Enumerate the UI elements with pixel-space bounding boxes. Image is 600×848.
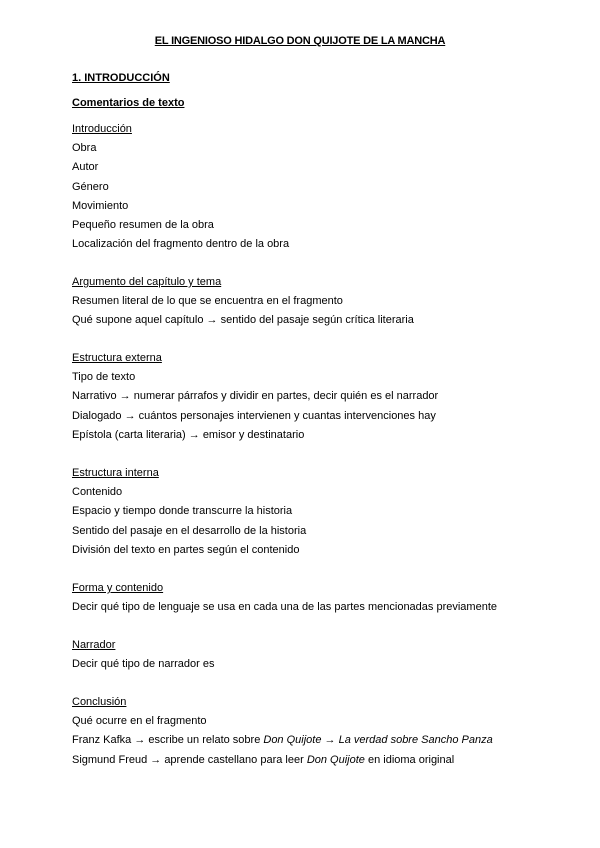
list-item: Dialogado → cuántos personajes intervienen y cuantas intervenciones hay (72, 409, 436, 422)
list-item: Qué supone aquel capítulo → sentido del pasaje según crítica literaria (72, 314, 414, 327)
section-title: Introducción (72, 123, 132, 135)
section-narrador (72, 636, 572, 674)
kafka-arrow: → (321, 734, 339, 747)
list-item: Localización del fragmento dentro de la obra (72, 238, 290, 251)
freud-work-title: Don Quijote (306, 753, 365, 766)
list-item: Epístola (carta literaria) → emisor y destinatario (72, 428, 305, 441)
list-item: Resumen literal de lo que se encuentra en el fragmento (72, 295, 343, 308)
section-title: Estructura externa (72, 352, 162, 364)
list-item: Narrativo → numerar párrafos y dividir en partes, decir quién es el narrador (72, 390, 439, 403)
list-item: Espacio y tiempo donde transcurre la historia (72, 505, 293, 518)
list-item: Decir qué tipo de lenguaje se usa en cada una de las partes mencionadas previamente (72, 601, 497, 614)
section-conclusion (72, 693, 572, 770)
section-estructura-externa (72, 349, 572, 445)
kafka-story-title: La verdad sobre Sancho Panza (338, 734, 493, 747)
subheading-comentarios: Comentarios de texto (72, 97, 185, 109)
list-item: Obra (72, 142, 97, 155)
section-title: Narrador (72, 639, 116, 651)
list-item: Movimiento (72, 199, 129, 212)
list-item: Tipo de texto (72, 371, 136, 384)
list-item: Contenido (72, 486, 123, 499)
section-title: Conclusión (72, 696, 127, 708)
freud-prefix: Sigmund Freud → aprende castellano para leer (72, 753, 307, 766)
list-item: Pequeño resumen de la obra (72, 218, 214, 231)
list-item: Autor (72, 161, 99, 174)
list-item-kafka (72, 731, 572, 750)
list-item: Sentido del pasaje en el desarrollo de la historia (72, 524, 307, 537)
list-item: Género (72, 180, 109, 193)
freud-suffix: en idioma original (364, 753, 455, 766)
document-title: EL INGENIOSO HIDALGO DON QUIJOTE DE LA MANCHA (154, 35, 446, 47)
list-item: Qué ocurre en el fragmento (72, 715, 207, 728)
list-item: División del texto en partes según el contenido (72, 543, 300, 556)
section-introduccion (72, 120, 572, 254)
section-heading-introduccion: 1. INTRODUCCIÓN (72, 72, 170, 84)
section-title: Estructura interna (72, 467, 159, 479)
section-title: Forma y contenido (72, 582, 164, 594)
section-argumento (72, 273, 572, 331)
list-item-freud (72, 751, 572, 770)
kafka-prefix: Franz Kafka → escribe un relato sobre (72, 734, 264, 747)
section-forma-contenido (72, 579, 572, 617)
section-estructura-interna (72, 464, 572, 560)
kafka-work-title: Don Quijote (263, 734, 322, 747)
section-title: Argumento del capítulo y tema (72, 276, 222, 288)
list-item: Decir qué tipo de narrador es (72, 658, 215, 671)
